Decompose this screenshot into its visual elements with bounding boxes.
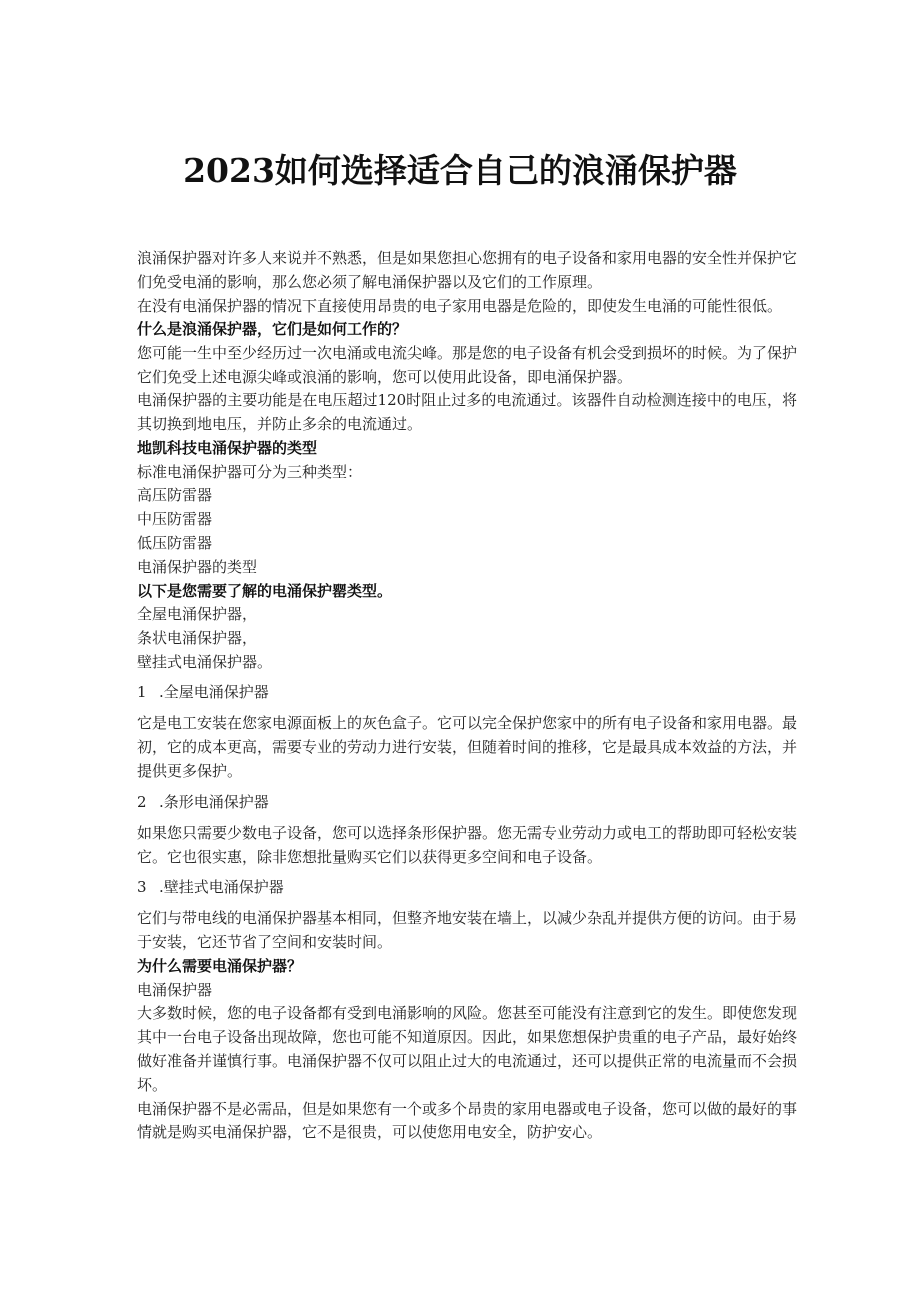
text-line: 标准电涌保护器可分为三种类型： xyxy=(137,462,363,481)
numbered-heading xyxy=(137,681,797,704)
item-label: .条形电涌保护器 xyxy=(159,792,269,811)
paragraph: 您可能一生中至少经历过一次电涌或电流尖峰。那是您的电子设备有机会受到损坏的时候。为了保护它们免受上述电源尖峰或浪涌的影响，您可以使用此设备，即电涌保护器。 xyxy=(137,343,798,386)
list-item: 高压防雷器 xyxy=(137,486,213,505)
text-line: 电涌保护器的类型 xyxy=(137,557,258,576)
paragraph: 大多数时候，您的电子设备都有受到电涌影响的风险。您甚至可能没有注意到它的发生。即使您发现其中一台电子设备出现故障，您也可能不知道原因。因此，如果您想保护贵重的电子产品，最好始终做好准备并谨慎行事。电涌保护器不仅可以阻止过大的电流通过，还可以提供正常的电流量而不会损坏。 xyxy=(137,1004,798,1094)
list-item: 壁挂式电涌保护器。 xyxy=(137,652,273,671)
document-body xyxy=(137,247,797,1145)
item-label: .全屋电涌保护器 xyxy=(159,683,269,702)
list-item: 条状电涌保护器， xyxy=(137,628,258,647)
item-number: 2 xyxy=(137,792,147,811)
list-item: 全屋电涌保护器， xyxy=(137,605,258,624)
section-heading-what-is: 什么是浪涌保护器，它们是如何工作的？ xyxy=(137,320,408,339)
item-number: 1 xyxy=(137,683,147,702)
paragraph: 它们与带电线的电涌保护器基本相同，但整齐地安装在墙上，以减少杂乱并提供方便的访问。由于易于安装，它还节省了空间和安装时间。 xyxy=(137,909,798,952)
paragraph: 电涌保护器的主要功能是在电压超过120时阻止过多的电流通过。该器件自动检测连接中的电压，将其切换到地电压，并防止多余的电流通过。 xyxy=(137,391,797,434)
list-item: 低压防雷器 xyxy=(137,533,213,552)
page-title: 2023如何选择适合自己的浪涌保护器 xyxy=(183,151,737,190)
list-item: 中压防雷器 xyxy=(137,510,213,529)
paragraph: 如果您只需要少数电子设备，您可以选择条形保护器。您无需专业劳动力或电工的帮助即可轻松安装它。它也很实惠，除非您想批量购买它们以获得更多空间和电子设备。 xyxy=(137,823,798,866)
intro-paragraph: 浪涌保护器对许多人来说并不熟悉，但是如果您担心您拥有的电子设备和家用电器的安全性并保护它们免受电涌的影响，那么您必须了解电涌保护器以及它们的工作原理。 xyxy=(137,249,798,291)
paragraph: 电涌保护器不是必需品，但是如果您有一个或多个昂贵的家用电器或电子设备，您可以做的最好的事情就是购买电涌保护器，它不是很贵，可以使您用电安全，防护安心。 xyxy=(137,1099,798,1142)
section-heading-types: 地凯科技电涌保护器的类型 xyxy=(137,439,318,458)
intro-paragraph: 在没有电涌保护器的情况下直接使用昂贵的电子家用电器是危险的，即使发生电涌的可能性很低。 xyxy=(137,296,783,315)
section-heading-need-to-know: 以下是您需要了解的电涌保护罂类型。 xyxy=(137,581,393,600)
text-line: 电涌保护器 xyxy=(137,980,213,999)
numbered-heading xyxy=(137,876,797,899)
section-heading-why: 为什么需要电涌保护器？ xyxy=(137,957,303,976)
item-number: 3 xyxy=(137,878,147,897)
item-label: .壁挂式电涌保护器 xyxy=(159,878,284,897)
numbered-heading xyxy=(137,791,797,814)
paragraph: 它是电工安装在您家电源面板上的灰色盒子。它可以完全保护您家中的所有电子设备和家用电器。最初，它的成本更高，需要专业的劳动力进行安装，但随着时间的推移，它是最具成本效益的方法，并提供更多保护。 xyxy=(137,714,798,781)
